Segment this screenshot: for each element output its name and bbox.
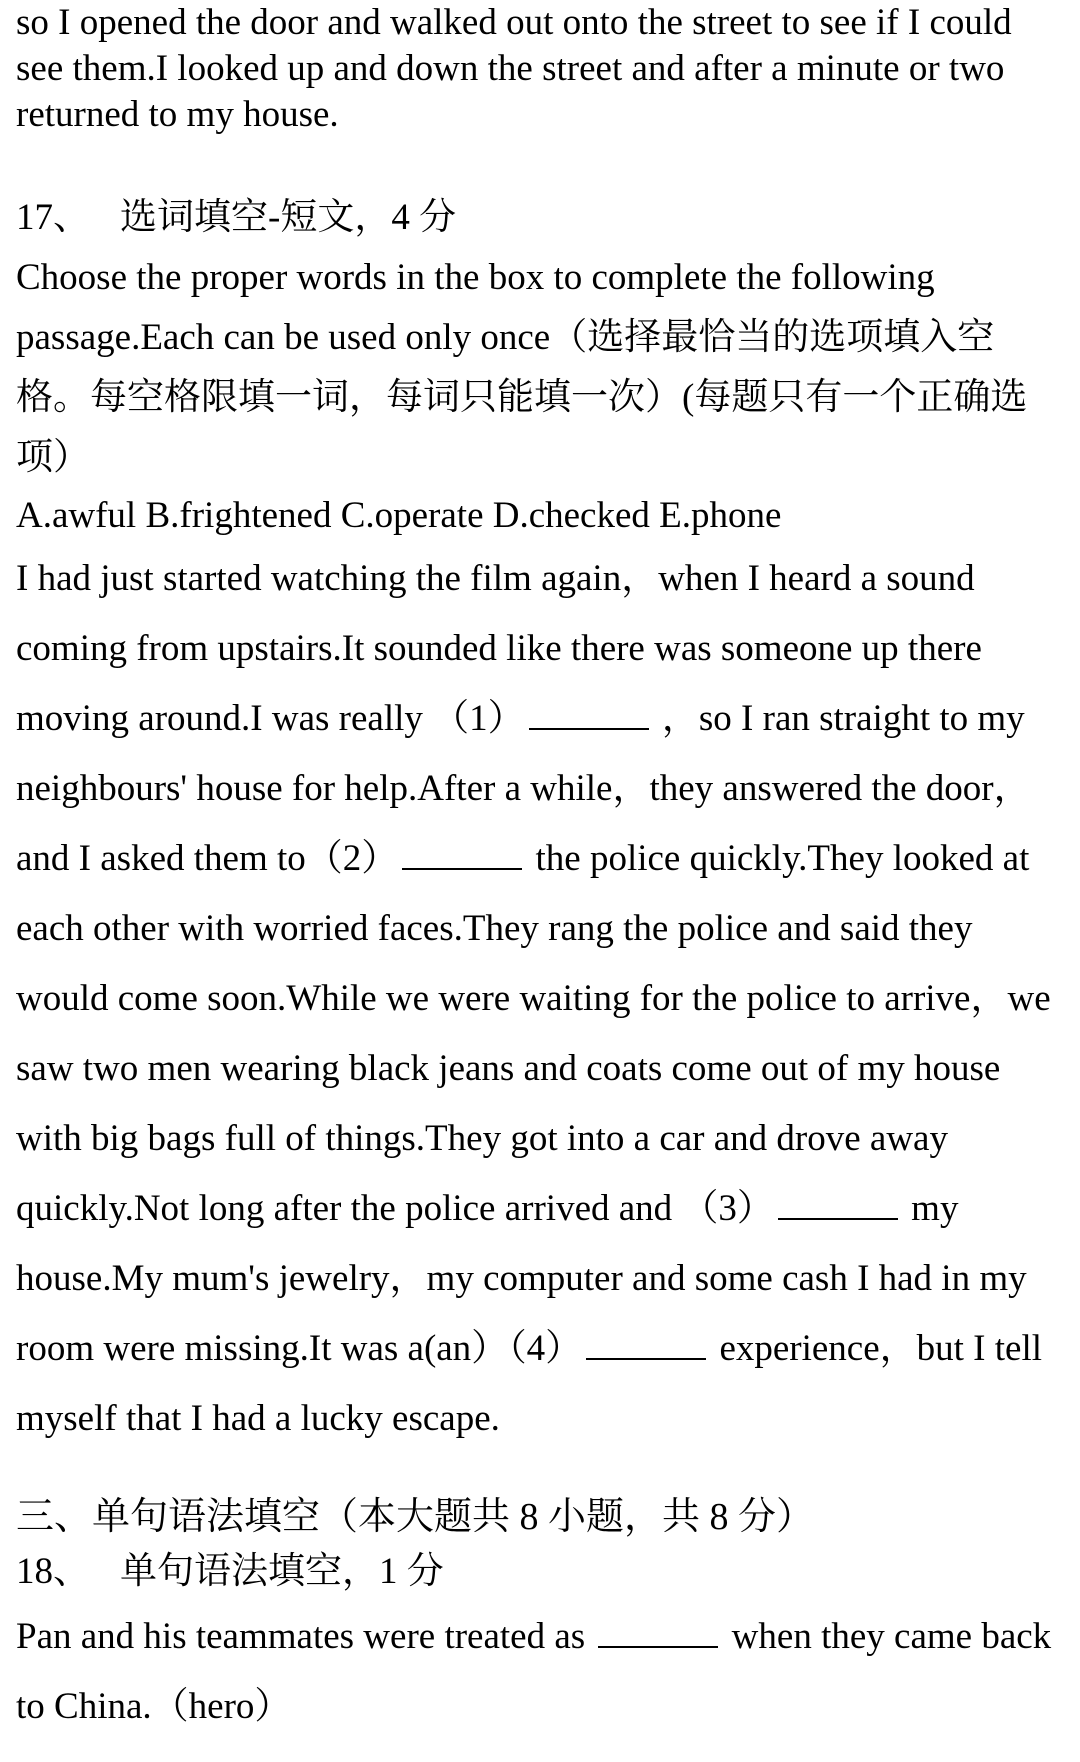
passage-part-4: my house.My mum's jewelry，my computer and some cash I had in my room were missing.It was a(an） bbox=[16, 1188, 1036, 1369]
spacer bbox=[16, 1454, 1064, 1484]
question-17-options: A.awful B.frightened C.operate D.checked E.phone bbox=[16, 495, 782, 536]
question-18-heading bbox=[16, 1542, 1064, 1602]
question-number: 17、 bbox=[16, 197, 90, 238]
question-number: 18、 bbox=[16, 1551, 90, 1592]
blank-1-label: （1） bbox=[432, 698, 525, 739]
spacer bbox=[16, 138, 1064, 188]
q18-text-before: Pan and his teammates were treated as bbox=[16, 1616, 586, 1657]
passage-part-1: I had just started watching the film again，when I heard a sound coming from upstairs.It sounded like there was someone up there moving around.I was really bbox=[16, 558, 992, 739]
passage-part-5: experience，but I tell myself that I had a lucky escape. bbox=[16, 1328, 1052, 1439]
passage-part-3: the police quickly.They looked at each other with worried faces.They rang the police and said they would come soon.While we were waiting for the police to arrive，we saw two men wearing black jeans and coats come out of my house with big bags full of things.They got into a car and drove away quickly.Not long after the police arrived and bbox=[16, 838, 1060, 1229]
question-type-label: 单句语法填空，1 分 bbox=[120, 1551, 444, 1592]
blank-3-label: （3） bbox=[681, 1188, 774, 1229]
passage-part-2: ，so I ran straight to my neighbours' house for help.After a while，they answered the door，and I asked them to bbox=[16, 698, 1034, 879]
blank-3[interactable] bbox=[778, 1190, 898, 1220]
q18-text-after: when they came back to China.（hero） bbox=[16, 1616, 1061, 1727]
blank-4[interactable] bbox=[586, 1330, 706, 1360]
blank-2[interactable] bbox=[402, 840, 522, 870]
section-3-title: 三、单句语法填空（本大题共 8 小题，共 8 分） bbox=[16, 1496, 815, 1538]
q18-blank[interactable] bbox=[598, 1618, 718, 1648]
question-18-text bbox=[16, 1602, 1064, 1742]
blank-1[interactable] bbox=[529, 700, 649, 730]
blank-2-label: （2） bbox=[305, 838, 399, 879]
intro-paragraph: so I opened the door and walked out onto the street to see if I could see them.I looked up and down the street and after a minute or two returned to my house. bbox=[16, 2, 1021, 135]
question-17-passage bbox=[16, 544, 1064, 1454]
blank-4-label: （4） bbox=[508, 1328, 583, 1369]
question-17-instruction: Choose the proper words in the box to complete the following passage.Each can be used only once（选择最恰当的选项填入空格。每空格限填一词，每词只能填一次）(每题只有一个正确选项） bbox=[16, 257, 1028, 478]
question-17-heading bbox=[16, 188, 1064, 248]
question-type-label: 选词填空-短文，4 分 bbox=[120, 197, 457, 238]
